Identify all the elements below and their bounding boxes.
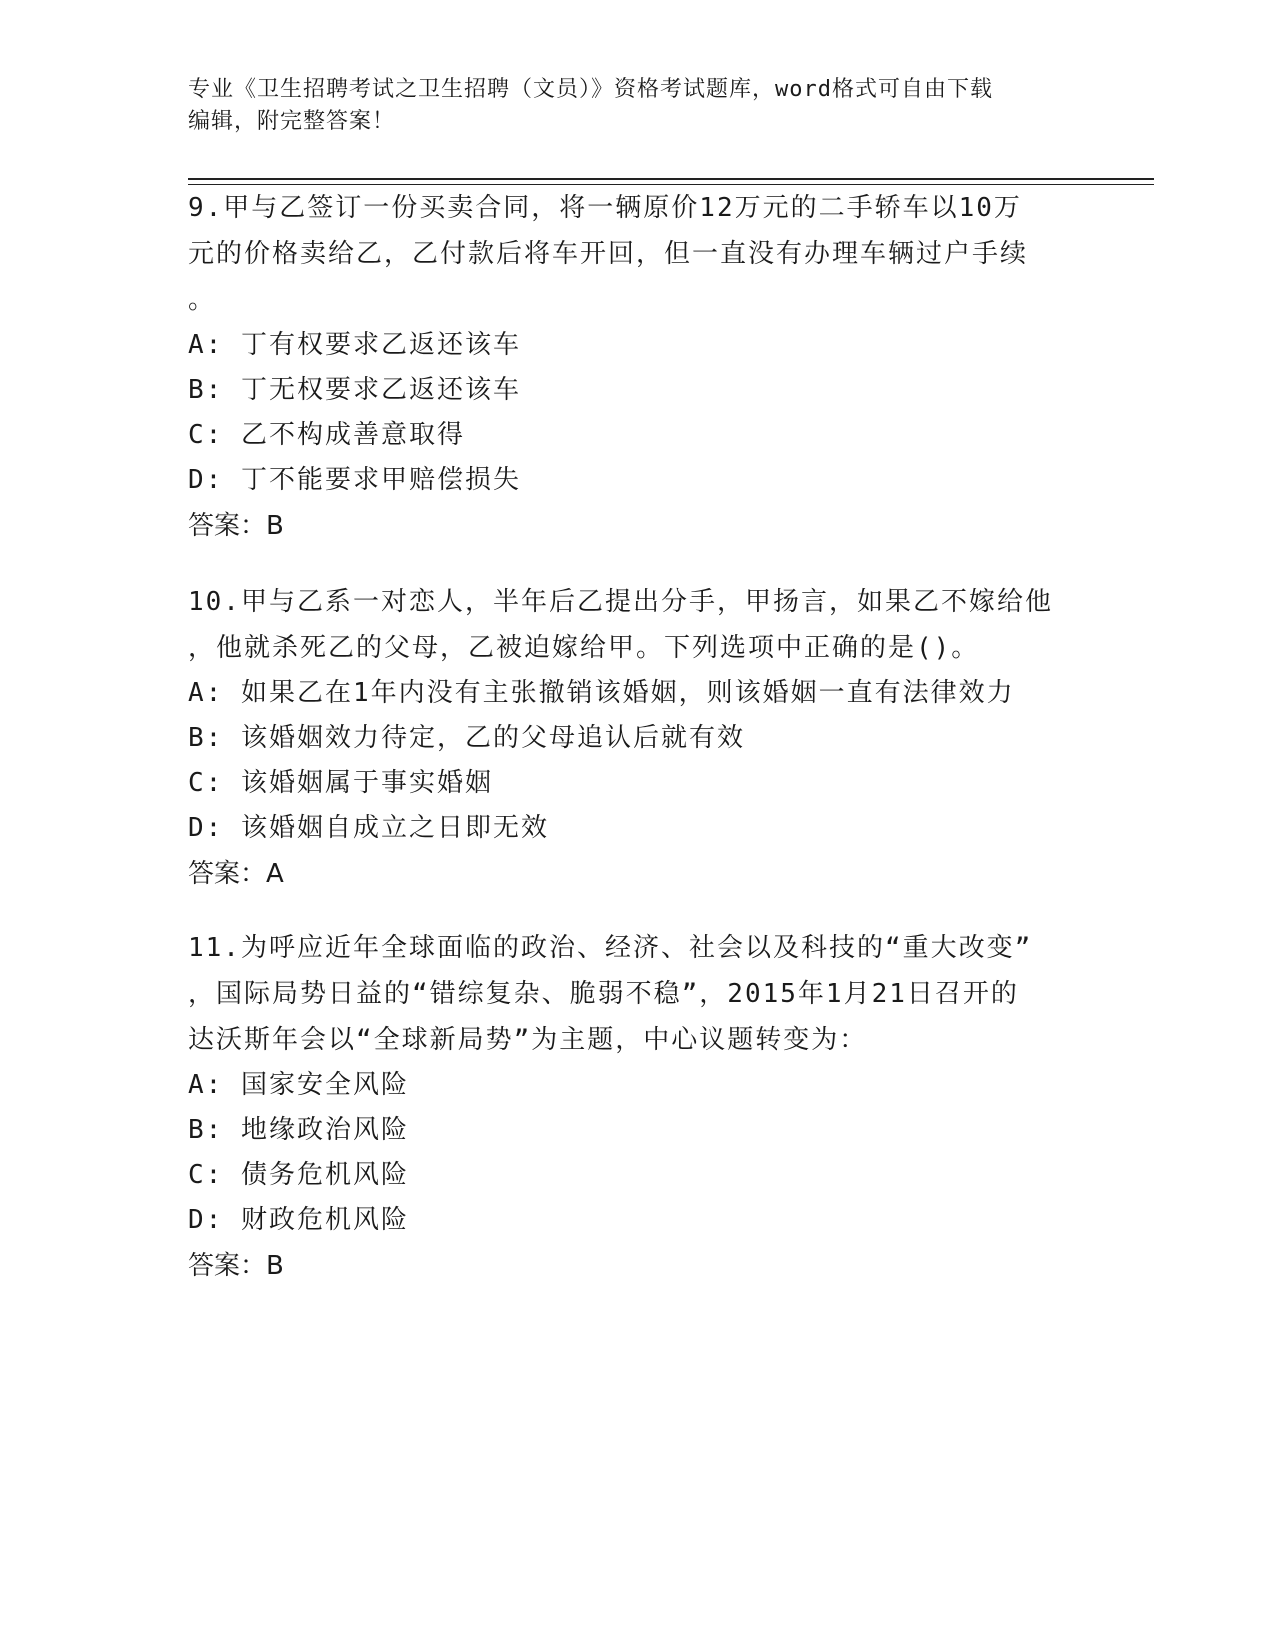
stem-line: ，他就杀死乙的父母，乙被迫嫁给甲。下列选项中正确的是()。 (188, 633, 980, 663)
option-a: A: 如果乙在1年内没有主张撤销该婚姻，则该婚姻一直有法律效力 (188, 678, 1015, 708)
stem-line: ，国际局势日益的“错综复杂、脆弱不稳”，2015年1月21日召开的 (188, 979, 1019, 1009)
question-10 (188, 579, 1088, 897)
question-9 (188, 185, 1088, 549)
header-rule-thick (188, 178, 1154, 180)
answer: 答案：A (188, 859, 284, 889)
answer: 答案：B (188, 511, 284, 541)
option-c: C: 债务危机风险 (188, 1160, 409, 1190)
option-d: D: 丁不能要求甲赔偿损失 (188, 465, 521, 495)
option-c: C: 乙不构成善意取得 (188, 420, 465, 450)
option-c: C: 该婚姻属于事实婚姻 (188, 768, 493, 798)
question-stem (188, 185, 1088, 323)
option-d: D: 财政危机风险 (188, 1205, 409, 1235)
stem-line: 。 (188, 285, 217, 315)
answer: 答案：B (188, 1251, 284, 1281)
option-a: A: 丁有权要求乙返还该车 (188, 330, 521, 360)
stem-line: 9.甲与乙签订一份买卖合同，将一辆原价12万元的二手轿车以10万 (188, 193, 1022, 223)
option-b: B: 地缘政治风险 (188, 1115, 409, 1145)
option-b: B: 该婚姻效力待定，乙的父母追认后就有效 (188, 723, 745, 753)
stem-line: 达沃斯年会以“全球新局势”为主题，中心议题转变为： (188, 1025, 868, 1055)
question-stem (188, 925, 1088, 1063)
question-11 (188, 925, 1088, 1289)
stem-line: 11.为呼应近年全球面临的政治、经济、社会以及科技的“重大改变” (188, 933, 1033, 963)
stem-line: 10.甲与乙系一对恋人，半年后乙提出分手，甲扬言，如果乙不嫁给他 (188, 587, 1053, 617)
option-b: B: 丁无权要求乙返还该车 (188, 375, 521, 405)
option-d: D: 该婚姻自成立之日即无效 (188, 813, 549, 843)
option-a: A: 国家安全风险 (188, 1070, 409, 1100)
stem-line: 元的价格卖给乙，乙付款后将车开回，但一直没有办理车辆过户手续 (188, 239, 1029, 269)
question-stem (188, 579, 1088, 671)
header-line-2: 编辑，附完整答案！ (188, 109, 396, 134)
header-line-1: 专业《卫生招聘考试之卫生招聘（文员）》资格考试题库，word格式可自由下载 (188, 77, 993, 102)
document-header (188, 74, 1088, 138)
